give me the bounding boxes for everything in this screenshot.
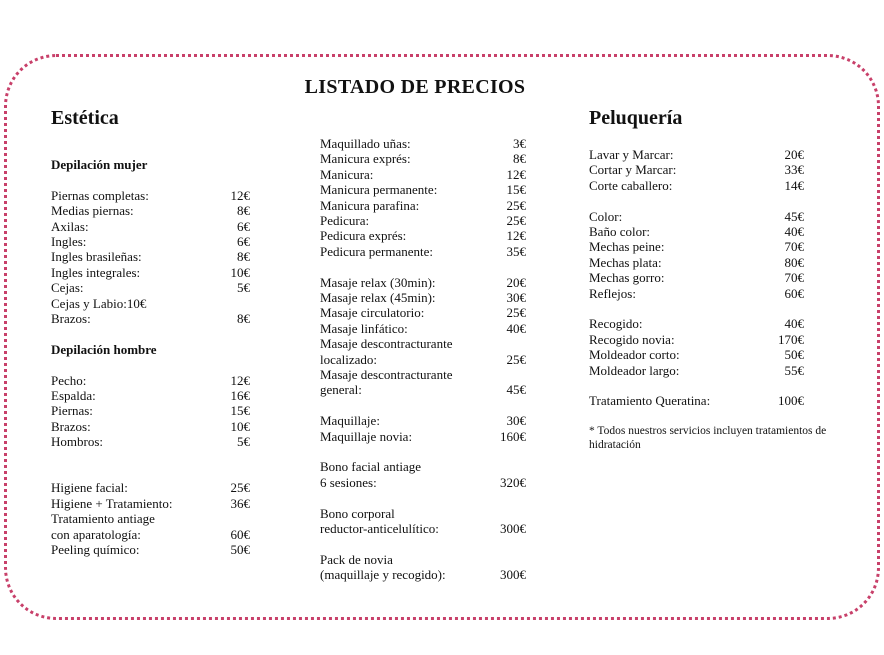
service-label: Ingles: xyxy=(51,234,87,250)
service-label: Manicura parafina: xyxy=(320,197,420,213)
middle-price-list xyxy=(320,136,526,583)
spacer xyxy=(51,172,250,187)
service-price: 8€ xyxy=(513,151,526,167)
services-note: * Todos nuestros servicios incluyen tratamientos de hidratación xyxy=(589,425,827,451)
service-label: (maquillaje y recogido): xyxy=(320,567,446,583)
service-label: Manicura exprés: xyxy=(320,151,411,167)
price-row xyxy=(320,136,526,151)
service-label: localizado: xyxy=(320,351,378,367)
price-row xyxy=(51,203,250,218)
service-price: 12€ xyxy=(506,166,526,182)
service-price: 50€ xyxy=(230,542,250,558)
price-row xyxy=(320,429,526,444)
service-price: 30€ xyxy=(506,413,526,429)
service-price: 10€ xyxy=(230,264,250,280)
estetica-price-list xyxy=(51,157,250,557)
service-label: general: xyxy=(320,382,362,398)
service-label: Ingles integrales: xyxy=(51,264,141,280)
price-row xyxy=(320,352,526,367)
service-price: 10€ xyxy=(230,418,250,434)
service-label: Mechas plata: xyxy=(589,254,662,270)
price-row xyxy=(51,311,250,326)
price-row xyxy=(320,382,526,397)
service-price: 170€ xyxy=(778,331,804,347)
service-price: 33€ xyxy=(784,162,804,178)
price-row xyxy=(589,270,804,285)
service-label: Recogido: xyxy=(589,316,643,332)
service-price: 45€ xyxy=(506,382,526,398)
service-label: Tratamiento Queratina: xyxy=(589,393,711,409)
price-row xyxy=(51,219,250,234)
price-row xyxy=(320,305,526,320)
price-row xyxy=(589,316,804,331)
service-label: Masaje circulatorio: xyxy=(320,305,425,321)
price-row xyxy=(320,228,526,243)
service-price: 20€ xyxy=(506,274,526,290)
service-label: Manicura permanente: xyxy=(320,182,438,198)
price-row xyxy=(51,188,250,203)
service-price: 60€ xyxy=(784,285,804,301)
price-row xyxy=(51,280,250,295)
spacer xyxy=(320,537,526,552)
service-label: Pedicura exprés: xyxy=(320,228,407,244)
service-label: Moldeador largo: xyxy=(589,362,680,378)
price-row xyxy=(589,209,804,224)
price-row xyxy=(589,239,804,254)
service-price: 45€ xyxy=(784,208,804,224)
service-label: Moldeador corto: xyxy=(589,347,680,363)
price-row xyxy=(320,198,526,213)
service-label: Medias piernas: xyxy=(51,203,134,219)
service-label: Cejas y Labio:10€ xyxy=(51,295,147,311)
spacer xyxy=(320,398,526,413)
service-label: Axilas: xyxy=(51,218,89,234)
price-row xyxy=(320,321,526,336)
service-price: 40€ xyxy=(506,320,526,336)
spacer xyxy=(51,326,250,341)
spacer xyxy=(589,378,804,393)
price-row xyxy=(589,147,804,162)
price-row xyxy=(589,162,804,177)
service-price: 14€ xyxy=(784,177,804,193)
price-row xyxy=(51,419,250,434)
group-subtitle: Depilación mujer xyxy=(51,157,148,172)
peluqueria-title: Peluquería xyxy=(589,107,683,129)
service-label: Cortar y Marcar: xyxy=(589,162,677,178)
price-row xyxy=(51,511,250,526)
service-price: 3€ xyxy=(513,136,526,151)
service-price: 40€ xyxy=(784,224,804,240)
price-row xyxy=(320,290,526,305)
service-label: reductor-anticelulítico: xyxy=(320,521,439,537)
price-row xyxy=(320,413,526,428)
service-price: 20€ xyxy=(784,147,804,162)
service-label: Masaje descontracturante xyxy=(320,336,453,352)
price-row xyxy=(51,388,250,403)
service-price: 15€ xyxy=(230,403,250,419)
spacer xyxy=(51,357,250,372)
service-label: Lavar y Marcar: xyxy=(589,147,674,162)
spacer xyxy=(320,259,526,274)
service-price: 6€ xyxy=(237,218,250,234)
service-label: 6 sesiones: xyxy=(320,474,377,490)
price-row xyxy=(51,434,250,449)
spacer xyxy=(320,444,526,459)
price-row xyxy=(320,459,526,474)
service-price: 25€ xyxy=(506,213,526,229)
price-row xyxy=(589,286,804,301)
price-row xyxy=(51,527,250,542)
price-row xyxy=(51,542,250,557)
peluqueria-price-list xyxy=(589,147,804,409)
service-price: 55€ xyxy=(784,362,804,378)
service-price: 40€ xyxy=(784,316,804,332)
service-label: Reflejos: xyxy=(589,285,636,301)
price-row xyxy=(589,393,804,408)
price-row xyxy=(589,255,804,270)
service-price: 8€ xyxy=(237,249,250,265)
service-label: Mechas peine: xyxy=(589,239,665,255)
service-price: 300€ xyxy=(500,521,526,537)
service-price: 6€ xyxy=(237,234,250,250)
service-label: Corte caballero: xyxy=(589,177,673,193)
service-label: Maquillado uñas: xyxy=(320,136,411,151)
service-label: Manicura: xyxy=(320,166,374,182)
service-price: 5€ xyxy=(237,434,250,450)
service-label: Maquillaje: xyxy=(320,413,380,429)
service-price: 30€ xyxy=(506,290,526,306)
service-label: Baño color: xyxy=(589,224,651,240)
service-label: con aparatología: xyxy=(51,526,141,542)
service-price: 300€ xyxy=(500,567,526,583)
service-label: Maquillaje novia: xyxy=(320,428,413,444)
service-price: 25€ xyxy=(506,305,526,321)
price-row xyxy=(320,213,526,228)
price-row xyxy=(51,296,250,311)
service-price: 60€ xyxy=(230,526,250,542)
price-row xyxy=(589,332,804,347)
service-price: 160€ xyxy=(500,428,526,444)
service-price: 25€ xyxy=(230,480,250,496)
price-row xyxy=(51,373,250,388)
price-row xyxy=(320,475,526,490)
price-row xyxy=(320,151,526,166)
service-price: 5€ xyxy=(237,280,250,296)
service-label: Bono corporal xyxy=(320,505,395,521)
service-price: 15€ xyxy=(506,182,526,198)
service-label: Peeling químico: xyxy=(51,542,140,558)
service-label: Masaje relax (30min): xyxy=(320,274,436,290)
service-label: Piernas: xyxy=(51,403,93,419)
service-label: Masaje linfático: xyxy=(320,320,408,336)
page-title: LISTADO DE PRECIOS xyxy=(304,76,526,98)
service-label: Pack de novia xyxy=(320,551,393,567)
service-label: Hombros: xyxy=(51,434,103,450)
service-price: 70€ xyxy=(784,239,804,255)
service-price: 12€ xyxy=(230,372,250,388)
service-label: Pedicura: xyxy=(320,213,370,229)
service-price: 12€ xyxy=(230,187,250,203)
price-row xyxy=(589,178,804,193)
service-label: Ingles brasileñas: xyxy=(51,249,142,265)
price-row xyxy=(320,506,526,521)
price-row xyxy=(320,336,526,351)
service-price: 25€ xyxy=(506,351,526,367)
price-row xyxy=(320,567,526,582)
service-price: 100€ xyxy=(778,393,804,409)
estetica-title: Estética xyxy=(51,107,119,129)
price-row xyxy=(320,521,526,536)
spacer xyxy=(589,193,804,208)
service-price: 8€ xyxy=(237,311,250,327)
service-price: 36€ xyxy=(230,495,250,511)
service-label: Bono facial antiage xyxy=(320,459,422,475)
service-label: Recogido novia: xyxy=(589,331,675,347)
service-price: 16€ xyxy=(230,388,250,404)
service-label: Brazos: xyxy=(51,418,91,434)
service-price: 35€ xyxy=(506,243,526,259)
group-subtitle: Depilación hombre xyxy=(51,341,157,357)
price-row xyxy=(589,224,804,239)
spacer xyxy=(320,490,526,505)
service-price: 80€ xyxy=(784,254,804,270)
service-label: Higiene facial: xyxy=(51,480,128,496)
service-label: Higiene + Tratamiento: xyxy=(51,495,173,511)
service-price: 320€ xyxy=(500,474,526,490)
service-label: Mechas gorro: xyxy=(589,270,665,286)
price-row xyxy=(51,234,250,249)
service-label: Color: xyxy=(589,208,623,224)
service-price: 8€ xyxy=(237,203,250,219)
service-label: Pedicura permanente: xyxy=(320,243,433,259)
service-label: Cejas: xyxy=(51,280,84,296)
service-label: Masaje descontracturante xyxy=(320,367,453,383)
price-row xyxy=(589,363,804,378)
spacer xyxy=(589,301,804,316)
service-label: Masaje relax (45min): xyxy=(320,290,436,306)
service-label: Pecho: xyxy=(51,372,87,388)
price-row xyxy=(51,403,250,418)
service-price: 12€ xyxy=(506,228,526,244)
price-row xyxy=(320,167,526,182)
service-price: 25€ xyxy=(506,197,526,213)
price-row xyxy=(320,552,526,567)
price-row xyxy=(51,265,250,280)
service-price: 70€ xyxy=(784,270,804,286)
price-row xyxy=(320,244,526,259)
price-row xyxy=(320,367,526,382)
price-row xyxy=(589,347,804,362)
service-price: 50€ xyxy=(784,347,804,363)
price-row xyxy=(51,249,250,264)
service-label: Piernas completas: xyxy=(51,187,149,203)
service-label: Tratamiento antiage xyxy=(51,511,155,527)
price-row xyxy=(51,480,250,495)
service-label: Brazos: xyxy=(51,311,91,327)
spacer xyxy=(51,450,250,465)
service-label: Espalda: xyxy=(51,388,96,404)
price-row xyxy=(51,496,250,511)
spacer xyxy=(51,465,250,480)
price-row xyxy=(320,275,526,290)
price-row xyxy=(320,182,526,197)
